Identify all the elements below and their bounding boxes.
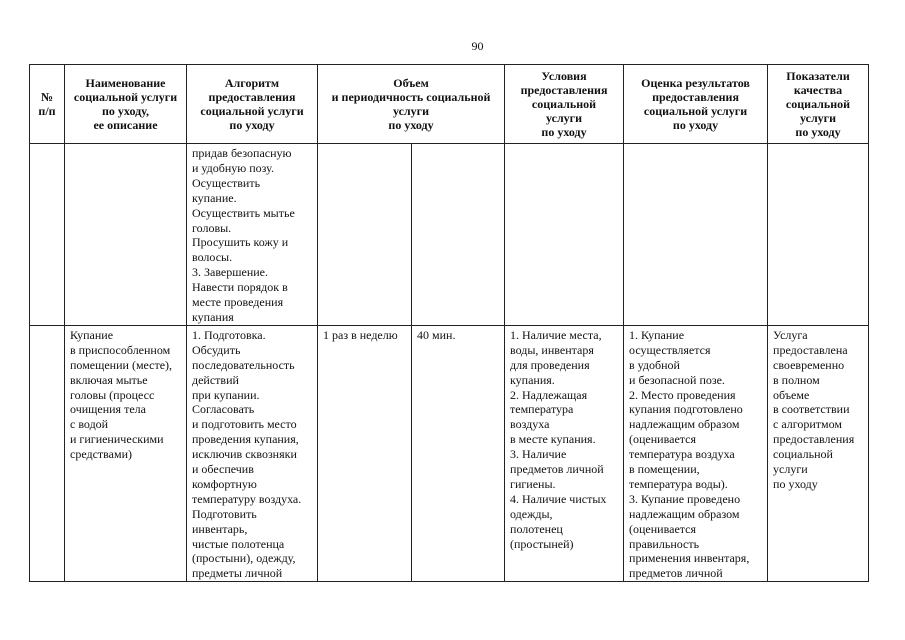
header-volume: Объем и периодичность социальной услуги по уходу (318, 65, 505, 144)
header-algorithm: Алгоритм предоставления социальной услуги по уходу (187, 65, 318, 144)
cell-service-name: Купание в приспособленном помещении (месте), включая мытье головы (процесс очищения тела с водой и гигиеническими средствами) (65, 325, 187, 581)
cell-service-name (65, 144, 187, 326)
cell-duration: 40 мин. (412, 325, 505, 581)
cell-frequency (318, 144, 412, 326)
header-row (30, 65, 869, 144)
header-number: № п/п (30, 65, 65, 144)
cell-algorithm: 1. Подготовка. Обсудить последовательность действий при купании. Согласовать и подготовить место проведения купания, исключив сквозняки и обеспечив комфортную температуру воздуха. Подготовить инвентарь, чистые полотенца (простыни), одежду, предметы личной (187, 325, 318, 581)
table-row (30, 325, 869, 581)
table-row (30, 144, 869, 326)
cell-frequency: 1 раз в неделю (318, 325, 412, 581)
cell-number (30, 325, 65, 581)
cell-quality (768, 144, 869, 326)
cell-number (30, 144, 65, 326)
cell-duration (412, 144, 505, 326)
cell-conditions: 1. Наличие места, воды, инвентаря для проведения купания. 2. Надлежащая температура воздуха в месте купания. 3. Наличие предметов личной гигиены. 4. Наличие чистых одежды, полотенец (простыней) (505, 325, 624, 581)
page-number: 90 (471, 39, 484, 53)
header-assessment: Оценка результатов предоставления социальной услуги по уходу (624, 65, 768, 144)
cell-quality: Услуга предоставлена своевременно в полном объеме в соответствии с алгоритмом предоставления социальной услуги по уходу (768, 325, 869, 581)
header-service-name: Наименование социальной услуги по уходу, ее описание (65, 65, 187, 144)
cell-conditions (505, 144, 624, 326)
header-conditions: Условия предоставления социальной услуги по уходу (505, 65, 624, 144)
services-table (29, 64, 869, 582)
cell-assessment (624, 144, 768, 326)
header-quality: Показатели качества социальной услуги по уходу (768, 65, 869, 144)
cell-assessment: 1. Купание осуществляется в удобной и безопасной позе. 2. Место проведения купания подготовлено надлежащим образом (оценивается температура воздуха в помещении, температура воды). 3. Купание проведено надлежащим образом (оценивается правильность применения инвентаря, предметов личной (624, 325, 768, 581)
cell-algorithm: придав безопасную и удобную позу. Осуществить купание. Осуществить мытье головы. Просушить кожу и волосы. 3. Завершение. Навести порядок в месте проведения купания (187, 144, 318, 326)
